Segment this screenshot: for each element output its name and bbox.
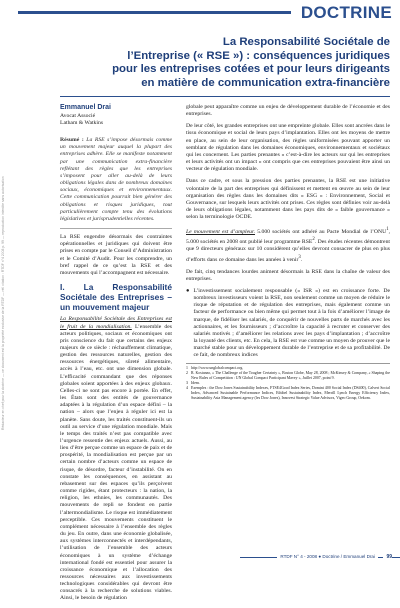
footnote-item (186, 371, 390, 381)
paragraph-3: Dans ce cadre, et sous la pression des parties prenantes, la RSE est une initiative volontaire de la part des entreprises qui définissent et mettent en œuvre au sein de leur organisation des règles dans les domaines dits « ESG » : Environnement, Social et Gouvernance, sur lesquels leurs activités ont prises. Ces règles sont définies voir au-delà de leurs obligations légales, notamment dans les pays dits de « faible gouvernance » selon la terminologie OCDE. (186, 178, 390, 221)
bullet-icon: ● (186, 287, 190, 294)
footnote-number: 2 (186, 370, 188, 375)
author-name: Emmanuel Drai (60, 104, 111, 111)
footnotes (186, 363, 390, 401)
abstract-label: Résumé : (60, 137, 84, 144)
footnote-text: Exemples : the Dow Jones Sustainability Indexes, FTSE4Good Index Series, Domini 400 Social Index (DS400), Calvert Social Index, Advanced Sustainable Performance Indices, Ethibel Sustainability Index, Merrill Lynch Energy Efficiency Index, Sustainability Asia Management agency (les Dow Jones), Innovest Strategic Value Advisors, Vigeo Group, Oekom. (190, 385, 390, 400)
paragraph-4-text-b: , 5.000 sociétés en 2008 ont publié leur programme RSE (186, 229, 390, 246)
section-lead: La Responsabilité Sociétale des Entreprises est le fruit de la mondialisation. (60, 316, 172, 330)
title-line-1: La Responsabilité Sociétale de (222, 36, 390, 48)
paragraph-1: globale peut apparaître comme un enjeu de développement durable de l’économie et des entreprises. (186, 104, 390, 118)
section-label: DOCTRINE (291, 2, 400, 24)
abstract-text: La RSE s’impose désormais comme un mouvement majeur auquel la plupart des entreprises adhère. Elle se manifeste notamment par une communication extra-financière reflétant des règles que les entreprises s’imposent pour aller au-delà de leurs obligations légales dans de nombreux domaines sociaux, économiques et environnementaux. Cette communication pourrait bien générer des obligations et risques juridiques, tout particulièrement compte tenu des évolutions législatives et jurisprudentielles récentes. (60, 137, 172, 222)
bullet-item (186, 288, 390, 360)
paragraph-4-end: . (300, 256, 303, 263)
title-rule (60, 96, 390, 97)
footnote-text: R. Kostanzo, « The Challenge of the Tougher Certainty », Boston Globe, May 28, 2008 ; McKinsey & Company, « Shaping the New Rules of Competition : UN Global Compact Participant Mavey », Juillet 2007, point 9. (190, 370, 390, 380)
section-heading: I. La Responsabilité Sociétale des Entreprises – un mouvement majeur (60, 281, 172, 312)
footnote-ref-2[interactable]: 2 (312, 237, 315, 243)
paragraph-4 (186, 226, 390, 263)
title-line-3: pour les entreprises cotées et pour leurs dirigeants (112, 63, 390, 76)
footnote-ref-3[interactable]: 3 (298, 254, 301, 260)
abstract (60, 137, 172, 229)
author-firm: Latham & Watkins (60, 120, 104, 127)
title-line-2: l’Entreprise (« RSE ») : conséquences juridiques (127, 49, 390, 62)
right-col-a (186, 104, 390, 360)
footnote-text: Idem. (190, 380, 200, 385)
paragraph-4-text-c: . Des études récentes démontrent que 9 directeurs généraux sur 10 considèrent qu’elles devront consacrer de plus en plus d’efforts dans ce domaine dans les années à venir (186, 239, 390, 263)
left-column (60, 104, 172, 608)
side-note-text: Rédacteur en chef pour la doctrine — ce document est la propriété exclusive de la RTDF — réf. citation : RTDF n°4 2008 p. 99 — reproduction interdite sans autorisation (1, 176, 5, 430)
footnote-number: 4 (186, 385, 188, 390)
paragraph-4-text-a: 5.000 sociétés ont adhéré au Pacte Mondial de l’ONU (255, 229, 387, 236)
section-body: L’ensemble des acteurs politiques, sociaux et économiques ont pris conscience du fait que certains des enjeux majeurs de ce siècle : réchauffement climatique, gestion des ressources naturelles, gestion des ressources énergétiques, sûreté alimentaire, accès à l’eau, etc. ont une dimension globale. L’efficacité commandant que des réponses globales soient apportées à des enjeux globaux. Celles-ci ne sont pas encore à portée. En effet, les États sont des entités de gouvernance adaptées à la régulation d’un espace défini – la nation – alors que l’enjeu à réguler ici est la planète. Sans doute, les traités constituent-ils un outil au service d’une régulation mondiale. Mais le temps des traités n’est pas compatible avec l’urgence ressentie des enjeux actuels. Aussi, au lieu d’être perçue comme un espace de paix et de prospérité, la mondialisation est perçue par un certain nombre d’acteurs comme un espace de risque, de désordre, facteur d’instabilité. On en constate les conséquences, en assistant au rebasement sur des espaces qu’ils perçoivent comme rigides, étant protecteurs : la nation, la religion, les ethnies, les communautés. Des mouvements de repli se fondent en partie l’altermondialisme. Le risque est immédiatement perceptible. Ces mouvements constituent le complément nécessaire à l’ensemble des règles du jeu. En outre, dans une économie globalisée, aux systèmes interconnectés et interdépendants, l’utilisation de l’ensemble des acteurs économiques à un système d’échange international fondé est essentiel pour assurer la croissance économique et l’allocation des ressources nécessaires aux investissements technologiques considérables qui devront être consacrés à la recherche de solutions viables. Ainsi, le besoin de régulation (60, 323, 172, 602)
title-line-4: en matière de communication extra-financière (141, 76, 390, 89)
article-title (90, 36, 390, 90)
page-footer (0, 554, 400, 564)
footnote-number: 3 (186, 380, 188, 385)
intro-paragraph: La RSE engendre désormais des contraintes opérationnelles et juridiques qui doivent être prises en compte par le Conseil d’Administration et le Comité d’Audit. Pour les comprendre, un bref rappel de ce qu’est la RSE et des mouvements qui l’accompagnent est nécessaire. (60, 234, 172, 276)
paragraph-2: De leur côté, les grandes entreprises ont une empreinte globale. Elles sont ancrées dans le tissu économique et social de leurs pays d’implantation. Elles ont les moyens de mettre en place, au sein de leur organisation, des règles uniformisées pouvant apporter un semblant de régulation dans les domaines économiques, environnementaux et sociétaux qui les concernent. Les parties prenantes « c’est-à-dire les acteurs sur qui les entreprises et leurs activités ont un impact » ont compris que ces entreprises pouvaient être ainsi un vecteur de régulation mondiale. (186, 123, 390, 173)
footnote-ref-1[interactable]: 1 (386, 227, 389, 233)
page-number: 99 (383, 554, 392, 560)
footnote-text: http://www.unglobalcompact.org. (190, 365, 244, 370)
footnote-item (186, 386, 390, 401)
right-column (186, 104, 390, 401)
author-role: Avocat Associé (60, 113, 96, 120)
right-column-split (186, 104, 390, 360)
vertical-side-note (1, 100, 9, 430)
bullet-text: L’investissement socialement responsable (« ISR ») est en croissance forte. De nombreux investisseurs voient la RSE, non seulement comme un moyen de réduire le risque de réputation et de régulation des entreprises, mais également comme un facteur de performance ou bien même qui permet tout à la fois d’améliorer l’image de marque, de fidéliser les salariés, de conquérir de nouvelles parts de marchés avec les actionnaires, et les fournisseurs ; d’accroître la capacité à recruter et conserver des salariés motivés ; d’améliorer les relations avec les pays d’implantation ; d’accroître la loyauté des clients, etc. En cela, la RSE est vue comme un moyen de prouver que le marché stable pour un développement durable de l’entreprise et de sa profitabilité. De ce fait, de nombreux indices (193, 287, 390, 359)
footnote-number: 1 (186, 365, 188, 370)
footer-text: RTDF N° 4 - 2008 ● Doctrine / Emmanuel Drai (277, 554, 378, 559)
paragraph-4-lead: Le mouvement est d’ampleur. (186, 229, 256, 236)
header-bar (0, 0, 400, 26)
paragraph-5: De fait, cinq tendances lourdes animent désormais la RSE dans la chaîne de valeur des entreprises. (186, 268, 390, 282)
